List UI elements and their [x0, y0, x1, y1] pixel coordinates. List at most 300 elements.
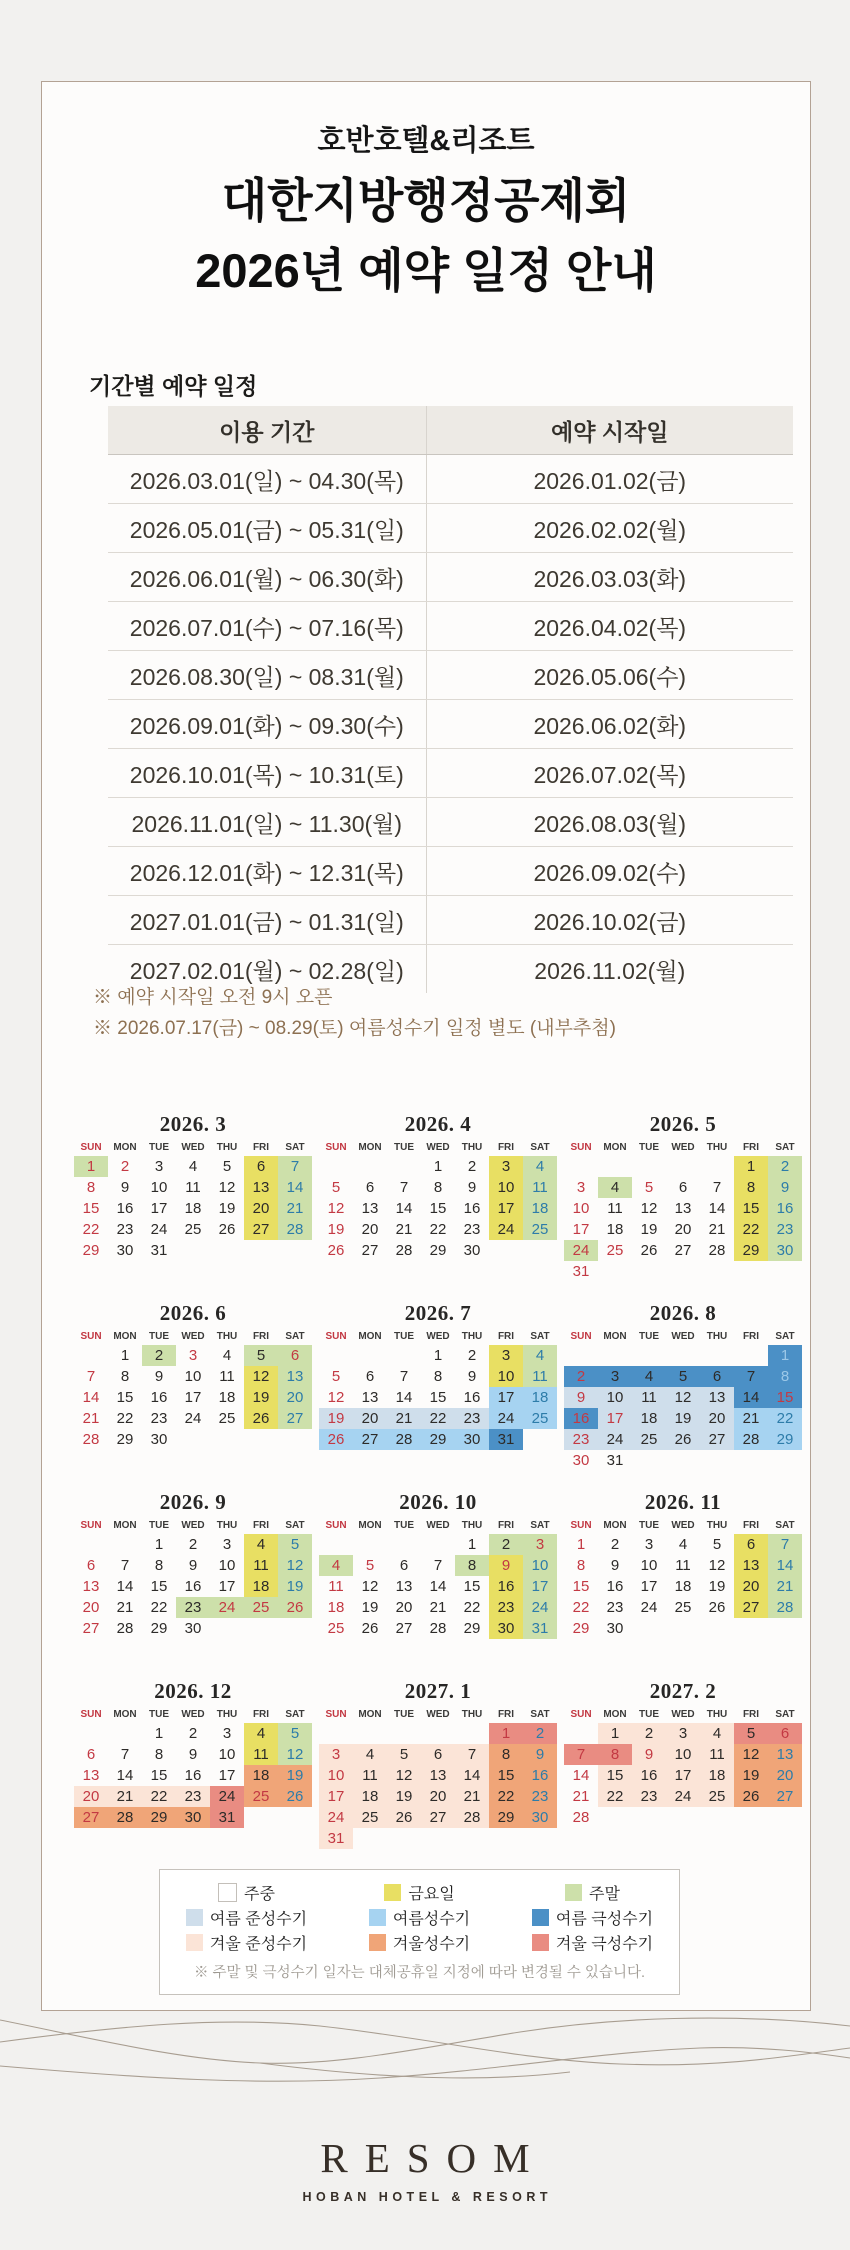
empty-day — [666, 1156, 700, 1177]
weekday-label: SAT — [775, 1709, 795, 1720]
calendar-day: 11 — [523, 1177, 557, 1198]
calendar-day: 19 — [278, 1765, 312, 1786]
calendar-day: 15 — [489, 1765, 523, 1786]
calendar-day: 13 — [734, 1555, 768, 1576]
calendar-day: 15 — [150, 1767, 168, 1784]
calendar-day: 27 — [421, 1807, 455, 1828]
weekday-label: SAT — [530, 1331, 550, 1342]
weekday-header — [74, 1139, 312, 1156]
calendar-day: 6 — [365, 1368, 375, 1385]
weekday-label: TUE — [149, 1331, 169, 1342]
day-grid — [564, 1534, 802, 1639]
calendar-day: 2 — [467, 1347, 477, 1364]
calendar-day: 22 — [489, 1786, 523, 1807]
weekday-label: FRI — [497, 1331, 515, 1342]
schedule-notes — [93, 982, 616, 1044]
weekday-header — [564, 1139, 802, 1156]
legend-label: 주중 — [244, 1886, 275, 1903]
calendar-day: 9 — [467, 1179, 477, 1196]
calendar-day: 6 — [734, 1534, 768, 1555]
calendar-day: 14 — [455, 1765, 489, 1786]
calendar-day: 14 — [395, 1389, 413, 1406]
weekday-label: SUN — [325, 1709, 347, 1720]
calendar-day: 25 — [218, 1410, 236, 1427]
month-title: 2027. 2 — [649, 1679, 717, 1703]
calendar-day: 13 — [82, 1578, 100, 1595]
cell-usage-period: 2026.12.01(화) ~ 12.31(목) — [108, 847, 427, 895]
calendar-day: 14 — [734, 1387, 768, 1408]
calendar-day: 20 — [421, 1786, 455, 1807]
weekday-label: THU — [216, 1520, 238, 1531]
calendar-day: 15 — [463, 1578, 481, 1595]
calendar-day: 20 — [82, 1599, 100, 1616]
calendar-day: 7 — [564, 1744, 598, 1765]
calendar-day: 28 — [429, 1620, 447, 1637]
calendar-day: 20 — [74, 1786, 108, 1807]
empty-day — [700, 1345, 734, 1366]
empty-day — [387, 1534, 421, 1555]
cell-usage-period: 2026.07.01(수) ~ 07.16(목) — [108, 602, 427, 650]
calendar-day: 21 — [108, 1786, 142, 1807]
calendar-day: 10 — [640, 1557, 658, 1574]
note-open-time: ※ 예약 시작일 오전 9시 오픈 — [93, 987, 333, 1008]
empty-day — [700, 1156, 734, 1177]
calendar-day: 16 — [116, 1200, 134, 1217]
legend-label: 여름성수기 — [392, 1911, 471, 1928]
calendar-day: 8 — [433, 1368, 443, 1385]
cell-usage-period: 2026.08.30(일) ~ 08.31(월) — [108, 651, 427, 699]
weekday-label: TUE — [639, 1709, 659, 1720]
calendar-day: 28 — [395, 1242, 413, 1259]
weekday-label: TUE — [639, 1331, 659, 1342]
calendar-day: 15 — [429, 1200, 447, 1217]
day-grid — [319, 1534, 557, 1639]
calendar-day: 13 — [700, 1387, 734, 1408]
calendar-day: 12 — [361, 1578, 379, 1595]
weekday-header — [74, 1328, 312, 1345]
page-title-line2: 2026년 예약 일정 안내 — [195, 244, 657, 297]
calendar-day: 19 — [218, 1200, 236, 1217]
month-2026-6 — [74, 1300, 312, 1471]
calendar-day: 21 — [387, 1408, 421, 1429]
calendar-day: 20 — [353, 1408, 387, 1429]
calendar-day: 11 — [353, 1765, 387, 1786]
calendar-day: 27 — [278, 1408, 312, 1429]
calendar-day: 3 — [489, 1156, 523, 1177]
empty-day — [598, 1156, 632, 1177]
calendar-day: 23 — [489, 1597, 523, 1618]
calendar-day: 19 — [361, 1599, 379, 1616]
calendar-day: 17 — [640, 1578, 658, 1595]
calendar-day: 29 — [489, 1807, 523, 1828]
weekday-label: WED — [671, 1520, 695, 1531]
calendar-day: 26 — [319, 1429, 353, 1450]
calendar-day: 2 — [632, 1723, 666, 1744]
empty-day — [564, 1723, 598, 1744]
calendar-day: 25 — [674, 1599, 692, 1616]
calendar-day: 23 — [564, 1429, 598, 1450]
calendar-day: 2 — [467, 1158, 477, 1175]
legend-item — [333, 1881, 506, 1904]
calendar-day: 12 — [327, 1389, 345, 1406]
calendar-day: 4 — [523, 1345, 557, 1366]
day-grid — [74, 1534, 312, 1639]
calendar-day: 5 — [244, 1345, 278, 1366]
legend-item — [160, 1906, 333, 1929]
weekday-label: WED — [426, 1520, 450, 1531]
calendar-day: 23 — [632, 1786, 666, 1807]
calendar-day: 14 — [116, 1578, 134, 1595]
calendar-day: 30 — [489, 1618, 523, 1639]
calendar-day: 27 — [768, 1786, 802, 1807]
weekday-header — [319, 1517, 557, 1534]
calendar-day: 27 — [674, 1242, 692, 1259]
calendar-day: 28 — [768, 1597, 802, 1618]
weekday-label: FRI — [497, 1142, 515, 1153]
weekday-label: THU — [461, 1520, 483, 1531]
calendar-day: 16 — [564, 1408, 598, 1429]
calendar-day: 12 — [327, 1200, 345, 1217]
calendar-day: 20 — [700, 1408, 734, 1429]
weekday-label: SUN — [80, 1331, 102, 1342]
legend-label: 금요일 — [408, 1886, 455, 1903]
month-title: 2026. 3 — [159, 1112, 227, 1136]
calendar-day: 23 — [463, 1221, 481, 1238]
weekday-label: SUN — [80, 1709, 102, 1720]
calendar-day: 13 — [674, 1200, 692, 1217]
calendar-day: 28 — [387, 1429, 421, 1450]
calendar-day: 9 — [564, 1387, 598, 1408]
cell-open-date: 2026.01.02(금) — [533, 467, 687, 494]
weekday-label: THU — [216, 1709, 238, 1720]
weekday-label: FRI — [742, 1142, 760, 1153]
month-2026-11 — [564, 1489, 802, 1660]
weekday-label: SUN — [570, 1331, 592, 1342]
calendar-day: 4 — [244, 1723, 278, 1744]
calendar-day: 26 — [387, 1807, 421, 1828]
calendar-day: 25 — [523, 1408, 557, 1429]
table-row — [108, 699, 793, 748]
calendar-day: 31 — [606, 1452, 624, 1469]
calendar-day: 2 — [523, 1723, 557, 1744]
empty-day — [734, 1345, 768, 1366]
calendar-day: 7 — [712, 1179, 722, 1196]
calendar-day: 2 — [188, 1536, 198, 1553]
empty-day — [353, 1534, 387, 1555]
weekday-label: THU — [461, 1709, 483, 1720]
calendar-day: 30 — [116, 1242, 134, 1259]
calendar-day: 26 — [278, 1597, 312, 1618]
calendar-day: 8 — [576, 1557, 586, 1574]
cell-open-date: 2026.03.03(화) — [533, 565, 687, 592]
calendar-day: 30 — [184, 1620, 202, 1637]
calendar-day: 1 — [74, 1156, 108, 1177]
calendar-day: 12 — [708, 1557, 726, 1574]
weekday-header — [319, 1706, 557, 1723]
empty-day — [74, 1723, 108, 1744]
calendar-day: 25 — [244, 1597, 278, 1618]
calendar-day: 6 — [399, 1557, 409, 1574]
calendar-day: 31 — [572, 1263, 590, 1280]
calendar-day: 17 — [218, 1767, 236, 1784]
calendar-day: 17 — [489, 1387, 523, 1408]
calendar-day: 19 — [327, 1221, 345, 1238]
calendar-day: 27 — [734, 1597, 768, 1618]
calendar-day: 1 — [467, 1536, 477, 1553]
month-title: 2026. 11 — [644, 1490, 722, 1514]
weekday-label: MON — [358, 1709, 382, 1720]
calendar-day: 21 — [82, 1410, 100, 1427]
day-grid — [564, 1345, 802, 1471]
calendar-day: 6 — [421, 1744, 455, 1765]
calendar-day: 30 — [150, 1431, 168, 1448]
month-title: 2026. 12 — [154, 1679, 232, 1703]
weekday-label: SAT — [285, 1520, 305, 1531]
calendar-day: 15 — [150, 1578, 168, 1595]
day-grid — [74, 1723, 312, 1828]
calendar-day: 20 — [768, 1765, 802, 1786]
calendar-day: 11 — [244, 1744, 278, 1765]
legend-swatch — [369, 1909, 386, 1926]
calendar-day: 23 — [455, 1408, 489, 1429]
calendar-day: 18 — [674, 1578, 692, 1595]
calendar-day: 25 — [606, 1242, 624, 1259]
calendar-day: 10 — [150, 1179, 168, 1196]
calendar-day: 5 — [331, 1368, 341, 1385]
month-title: 2027. 1 — [404, 1679, 472, 1703]
calendar-day: 26 — [244, 1408, 278, 1429]
empty-day — [319, 1345, 353, 1366]
calendar-day: 30 — [768, 1240, 802, 1261]
calendar-day: 7 — [734, 1366, 768, 1387]
calendar-day: 26 — [666, 1429, 700, 1450]
weekday-label: MON — [358, 1331, 382, 1342]
calendar-day: 10 — [598, 1387, 632, 1408]
month-2026-5 — [564, 1111, 802, 1282]
weekday-label: TUE — [394, 1331, 414, 1342]
calendar-day: 10 — [184, 1368, 202, 1385]
calendar-day: 7 — [399, 1179, 409, 1196]
calendar-day: 14 — [768, 1555, 802, 1576]
calendar-day: 8 — [598, 1744, 632, 1765]
page-title — [42, 166, 810, 306]
legend-item — [160, 1881, 333, 1904]
calendar-day: 4 — [244, 1534, 278, 1555]
calendar-day: 23 — [176, 1786, 210, 1807]
schedule-table-body — [108, 455, 793, 993]
calendar-day: 9 — [610, 1557, 620, 1574]
cell-usage-period: 2026.10.01(목) ~ 10.31(토) — [108, 749, 427, 797]
calendar-day: 24 — [489, 1408, 523, 1429]
calendar-day: 6 — [244, 1156, 278, 1177]
calendar-day: 6 — [86, 1557, 96, 1574]
calendar-day: 18 — [523, 1198, 557, 1219]
calendar-day: 17 — [218, 1578, 236, 1595]
calendar-day: 30 — [606, 1620, 624, 1637]
day-grid — [319, 1156, 557, 1261]
calendar-day: 22 — [572, 1599, 590, 1616]
calendar-day: 19 — [640, 1221, 658, 1238]
weekday-label: SUN — [325, 1520, 347, 1531]
calendar-day: 24 — [564, 1240, 598, 1261]
calendar-day: 5 — [331, 1179, 341, 1196]
cell-usage-period: 2026.11.01(일) ~ 11.30(월) — [108, 798, 427, 846]
column-header-period: 이용 기간 — [108, 406, 427, 454]
weekday-label: TUE — [149, 1709, 169, 1720]
month-2026-12 — [74, 1678, 312, 1849]
calendar-day: 30 — [455, 1429, 489, 1450]
month-title: 2026. 10 — [399, 1490, 477, 1514]
cell-usage-period: 2027.01.01(금) ~ 01.31(일) — [108, 896, 427, 944]
calendar-day: 15 — [116, 1389, 134, 1406]
calendar-day: 18 — [523, 1387, 557, 1408]
cell-usage-period: 2026.03.01(일) ~ 04.30(목) — [108, 455, 427, 503]
weekday-label: MON — [603, 1142, 627, 1153]
legend-swatch — [565, 1884, 582, 1901]
calendar-day: 29 — [572, 1620, 590, 1637]
weekday-label: FRI — [497, 1709, 515, 1720]
legend-label: 여름 준성수기 — [209, 1911, 308, 1928]
calendar-day: 7 — [120, 1746, 130, 1763]
legend-item — [506, 1881, 679, 1904]
calendar-day: 9 — [768, 1177, 802, 1198]
calendar-day: 28 — [108, 1807, 142, 1828]
calendar-day: 26 — [327, 1242, 345, 1259]
weekday-label: SUN — [325, 1142, 347, 1153]
weekday-label: WED — [671, 1331, 695, 1342]
weekday-label: FRI — [252, 1331, 270, 1342]
weekday-label: THU — [706, 1709, 728, 1720]
calendar-day: 4 — [319, 1555, 353, 1576]
calendar-day: 21 — [455, 1786, 489, 1807]
calendar-day: 26 — [640, 1242, 658, 1259]
empty-day — [387, 1723, 421, 1744]
table-row — [108, 601, 793, 650]
calendar-day: 23 — [523, 1786, 557, 1807]
weekday-label: SAT — [285, 1709, 305, 1720]
weekday-label: WED — [426, 1142, 450, 1153]
weekday-label: MON — [603, 1331, 627, 1342]
calendar-day: 27 — [82, 1620, 100, 1637]
calendar-day: 3 — [154, 1158, 164, 1175]
calendar-day: 8 — [86, 1179, 96, 1196]
weekday-label: SUN — [570, 1709, 592, 1720]
weekday-header — [319, 1139, 557, 1156]
calendar-day: 22 — [734, 1219, 768, 1240]
table-row — [108, 748, 793, 797]
calendar-day: 1 — [576, 1536, 586, 1553]
calendar-day: 18 — [184, 1200, 202, 1217]
calendar-day: 29 — [429, 1242, 447, 1259]
legend-swatch — [186, 1909, 203, 1926]
calendar-day: 31 — [319, 1828, 353, 1849]
legend-item — [160, 1931, 333, 1954]
calendar-day: 3 — [598, 1366, 632, 1387]
calendar-day: 1 — [768, 1345, 802, 1366]
weekday-label: FRI — [252, 1520, 270, 1531]
calendar-day: 26 — [361, 1620, 379, 1637]
calendar-day: 15 — [82, 1200, 100, 1217]
legend-label: 주말 — [589, 1886, 620, 1903]
calendar-day: 18 — [606, 1221, 624, 1238]
calendar-day: 14 — [429, 1578, 447, 1595]
calendar-day: 10 — [218, 1746, 236, 1763]
calendar-day: 28 — [572, 1809, 590, 1826]
calendar-day: 18 — [327, 1599, 345, 1616]
calendar-day: 1 — [433, 1347, 443, 1364]
calendar-day: 11 — [675, 1557, 691, 1574]
weekday-label: TUE — [394, 1142, 414, 1153]
empty-day — [74, 1345, 108, 1366]
calendar-day: 12 — [640, 1200, 658, 1217]
calendar-day: 24 — [150, 1221, 168, 1238]
page-title-line1: 대한지방행정공제회 — [221, 174, 631, 227]
calendar-day: 20 — [734, 1576, 768, 1597]
month-2027-1 — [319, 1678, 557, 1849]
calendar-day: 11 — [700, 1744, 734, 1765]
calendar-day: 3 — [319, 1744, 353, 1765]
cell-open-date: 2026.06.02(화) — [533, 712, 687, 739]
calendar-day: 25 — [184, 1221, 202, 1238]
calendar-day: 11 — [185, 1179, 201, 1196]
calendar-day: 2 — [142, 1345, 176, 1366]
month-2026-4 — [319, 1111, 557, 1282]
calendar-day: 1 — [154, 1725, 164, 1742]
calendar-day: 28 — [455, 1807, 489, 1828]
day-grid — [319, 1345, 557, 1450]
weekday-label: FRI — [742, 1520, 760, 1531]
weekday-header — [564, 1517, 802, 1534]
calendar-day: 13 — [361, 1389, 379, 1406]
calendar-day: 19 — [278, 1576, 312, 1597]
calendar-day: 24 — [598, 1429, 632, 1450]
calendar-day: 23 — [606, 1599, 624, 1616]
calendar-day: 22 — [598, 1786, 632, 1807]
calendar-day: 23 — [116, 1221, 134, 1238]
calendar-day: 26 — [218, 1221, 236, 1238]
weekday-label: MON — [358, 1142, 382, 1153]
calendar-day: 11 — [632, 1387, 666, 1408]
month-title: 2026. 8 — [649, 1301, 717, 1325]
cell-open-date: 2026.08.03(월) — [533, 810, 687, 837]
calendar-day: 12 — [666, 1387, 700, 1408]
calendar-day: 28 — [734, 1429, 768, 1450]
calendar-day: 8 — [154, 1557, 164, 1574]
calendar-day: 29 — [768, 1429, 802, 1450]
month-title: 2026. 9 — [159, 1490, 227, 1514]
month-title: 2026. 4 — [404, 1112, 472, 1136]
month-title: 2026. 6 — [159, 1301, 227, 1325]
weekday-label: WED — [181, 1520, 205, 1531]
schedule-table — [108, 406, 793, 993]
calendar-day: 16 — [606, 1578, 624, 1595]
calendar-day: 6 — [365, 1179, 375, 1196]
calendar-day: 30 — [523, 1807, 557, 1828]
calendar-day: 24 — [489, 1219, 523, 1240]
cell-usage-period: 2026.06.01(월) ~ 06.30(화) — [108, 553, 427, 601]
weekday-label: SUN — [570, 1520, 592, 1531]
calendar-day: 9 — [489, 1555, 523, 1576]
empty-day — [455, 1723, 489, 1744]
calendar-day: 16 — [463, 1389, 481, 1406]
calendar-day: 21 — [395, 1221, 413, 1238]
calendar-day: 18 — [632, 1408, 666, 1429]
calendar-day: 21 — [278, 1198, 312, 1219]
calendar-day: 10 — [489, 1366, 523, 1387]
calendar-day: 2 — [768, 1156, 802, 1177]
calendar-day: 12 — [278, 1555, 312, 1576]
calendar-day: 4 — [678, 1536, 688, 1553]
